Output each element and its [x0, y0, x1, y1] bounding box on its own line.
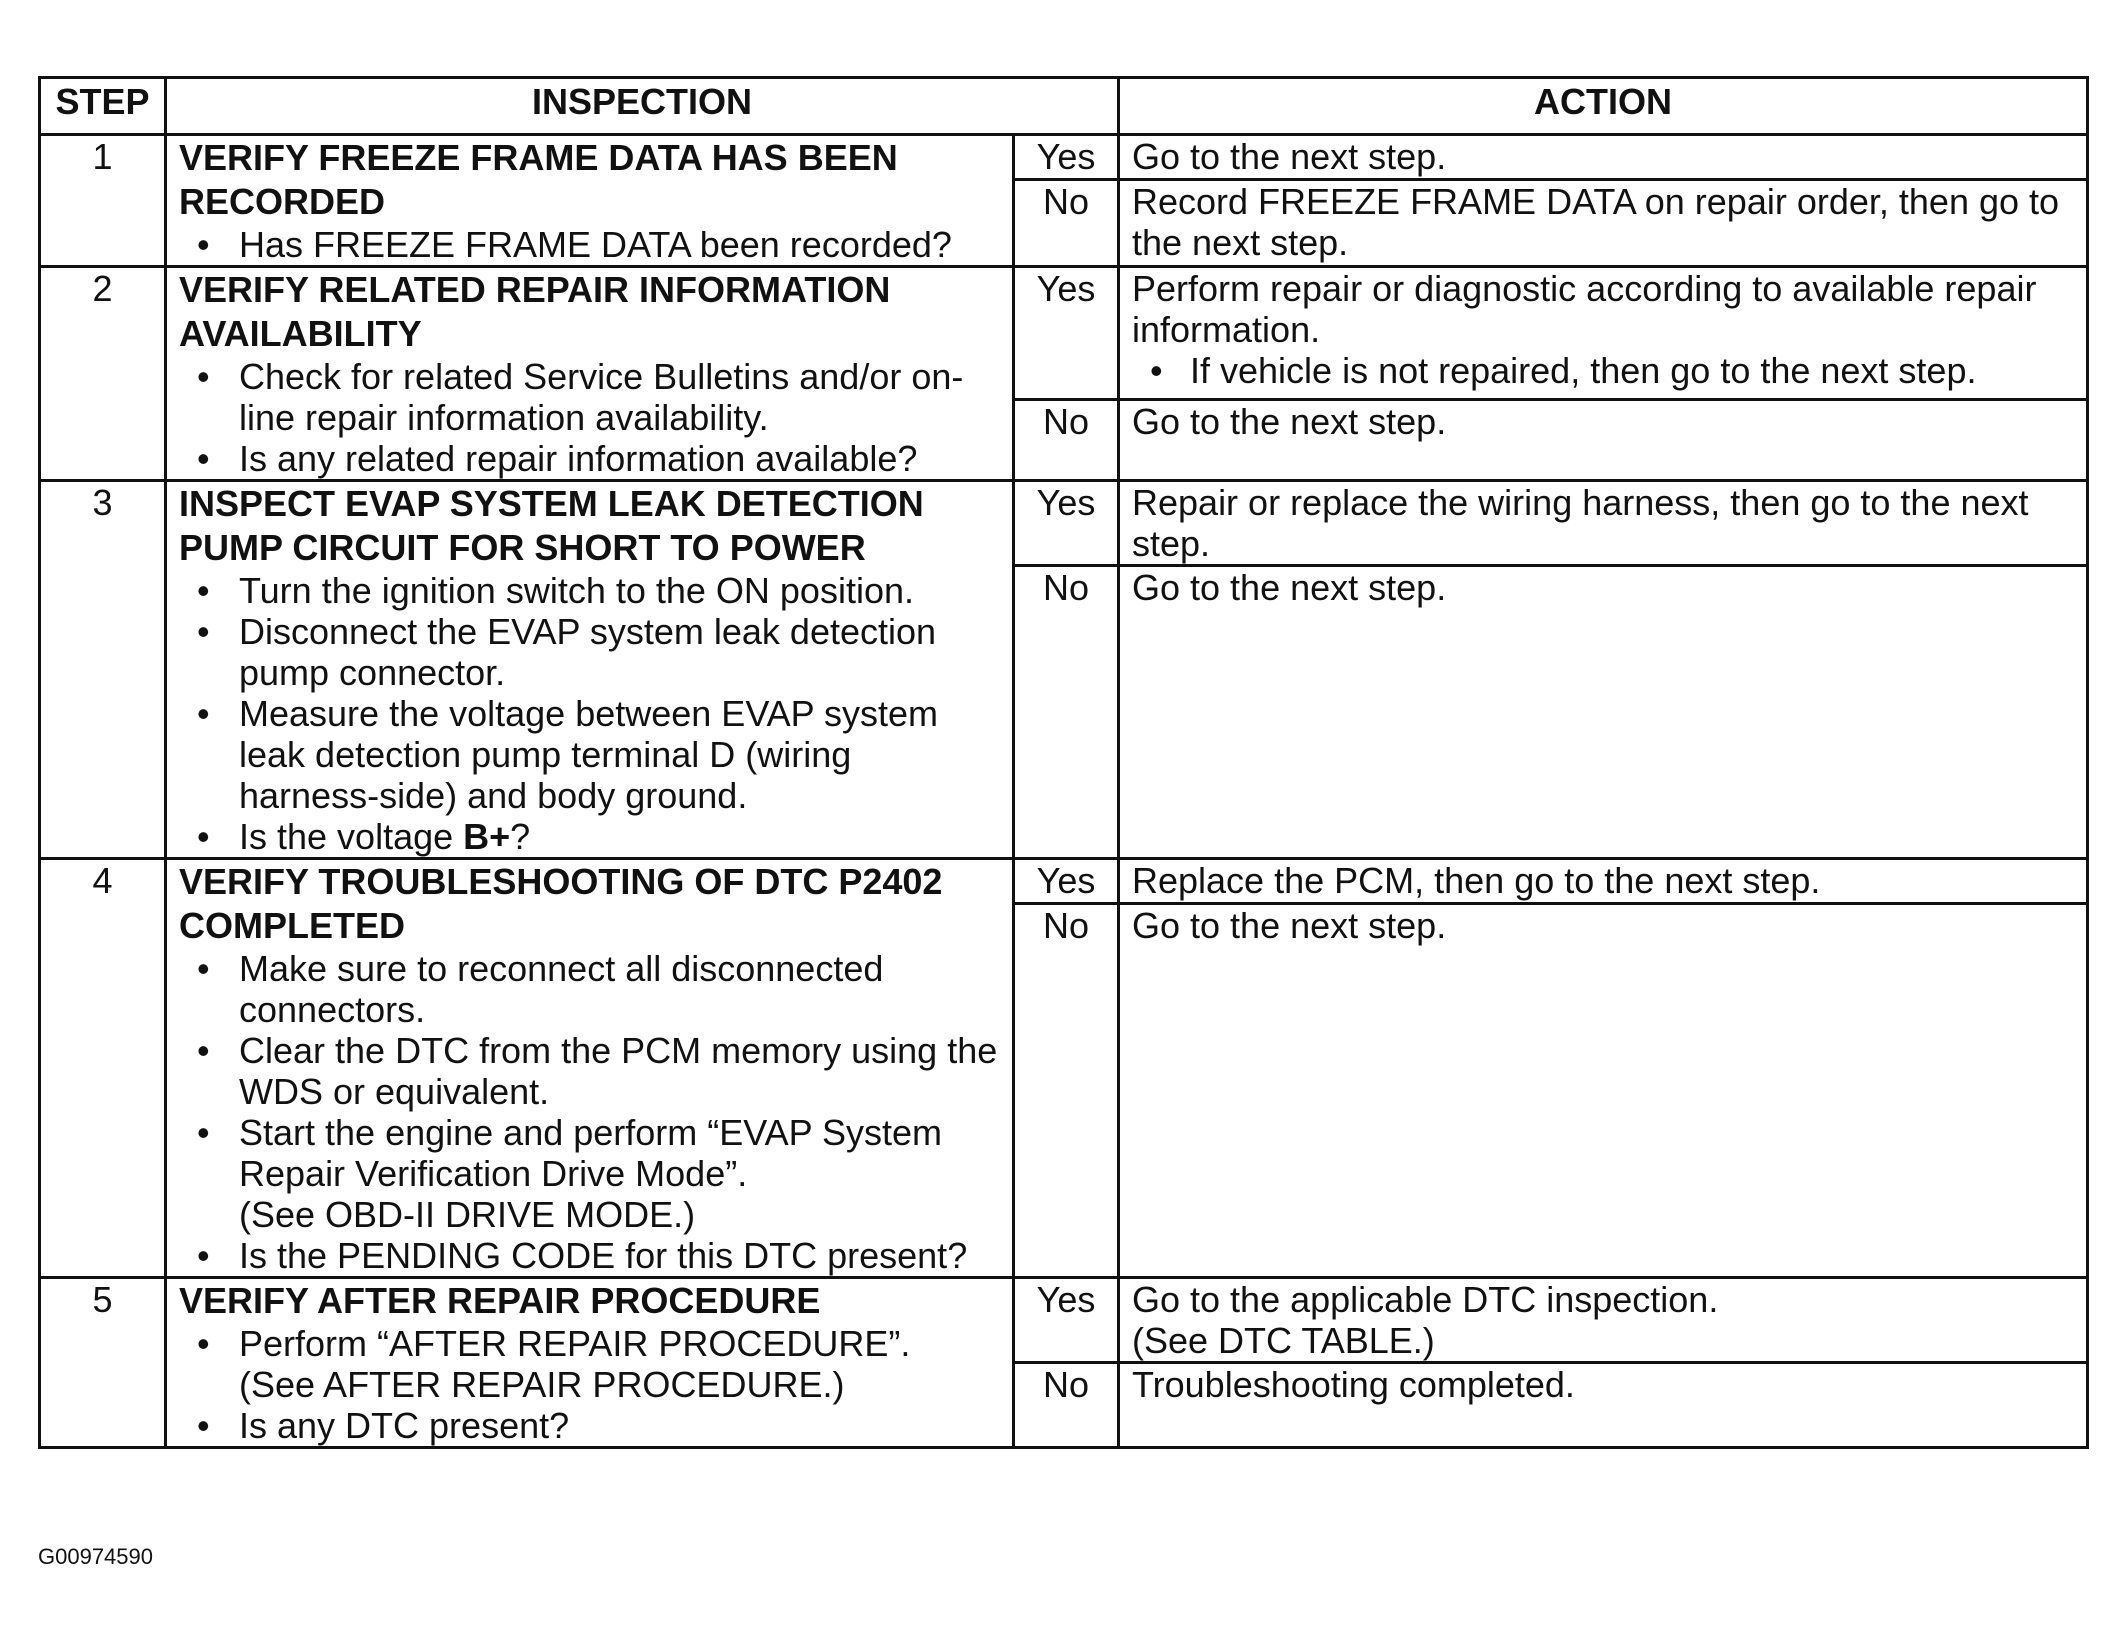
inspection-bullet	[179, 1112, 1000, 1235]
inspection-bullet: • Has FREEZE FRAME DATA been recorded?	[179, 224, 1000, 265]
action-text: Replace the PCM, then go to the next step.	[1132, 860, 1821, 901]
table-header-row	[40, 78, 2088, 135]
diagnostic-table-container	[38, 76, 2086, 1449]
yes-action	[1119, 859, 2088, 904]
inspection-title: INSPECT EVAP SYSTEM LEAK DETECTION PUMP CIRCUIT FOR SHORT TO POWER	[179, 483, 924, 568]
yes-label: Yes	[1014, 481, 1119, 566]
inspection-bullets	[179, 1323, 1000, 1446]
yes-action	[1119, 1278, 2088, 1363]
voltage-value: B+	[463, 816, 511, 857]
bullet-note: (See AFTER REPAIR PROCEDURE.)	[239, 1364, 845, 1405]
action-text: Repair or replace the wiring harness, then go to the next step.	[1132, 482, 2029, 564]
step-number: 2	[40, 267, 166, 481]
header-action: ACTION	[1119, 78, 2088, 135]
inspection-cell	[166, 267, 1014, 481]
step-number: 4	[40, 859, 166, 1278]
inspection-bullet: • Is the PENDING CODE for this DTC present?	[179, 1235, 1000, 1276]
action-text: Go to the applicable DTC inspection.	[1132, 1279, 1719, 1320]
table-row	[40, 481, 2088, 566]
no-label: No	[1014, 1363, 1119, 1448]
yes-action	[1119, 481, 2088, 566]
inspection-bullet	[179, 1323, 1000, 1405]
yes-label: Yes	[1014, 859, 1119, 904]
no-label: No	[1014, 180, 1119, 267]
yes-action	[1119, 135, 2088, 180]
no-action	[1119, 180, 2088, 267]
action-text: Perform repair or diagnostic according to available repair information.	[1132, 268, 2037, 350]
step-number: 3	[40, 481, 166, 859]
action-note: (See DTC TABLE.)	[1132, 1320, 1435, 1361]
header-inspection: INSPECTION	[166, 78, 1119, 135]
yes-action	[1119, 267, 2088, 400]
inspection-bullets	[179, 356, 1000, 479]
table-row	[40, 135, 2088, 180]
no-action	[1119, 400, 2088, 481]
table-row	[40, 267, 2088, 400]
yes-label: Yes	[1014, 1278, 1119, 1363]
action-text: Go to the next step.	[1132, 136, 1447, 177]
inspection-title: VERIFY TROUBLESHOOTING OF DTC P2402 COMPLETED	[179, 861, 943, 946]
no-label: No	[1014, 400, 1119, 481]
inspection-title: VERIFY FREEZE FRAME DATA HAS BEEN RECORDED	[179, 137, 898, 222]
figure-code: G00974590	[38, 1544, 153, 1569]
action-text: Troubleshooting completed.	[1132, 1364, 1575, 1405]
bullet-text: ?	[510, 816, 531, 857]
table-row	[40, 859, 2088, 904]
no-label: No	[1014, 904, 1119, 1278]
step-number: 1	[40, 135, 166, 267]
diagnostic-procedure-table	[38, 76, 2089, 1449]
yes-label: Yes	[1014, 135, 1119, 180]
bullet-text: Start the engine and perform “EVAP System Repair Verification Drive Mode”.	[239, 1112, 943, 1194]
no-action	[1119, 566, 2088, 859]
inspection-bullet: • Check for related Service Bulletins and/or on-line repair information availability.	[179, 356, 1000, 438]
action-text: Record FREEZE FRAME DATA on repair order, then go to the next step.	[1132, 181, 2060, 263]
inspection-bullets	[179, 570, 1000, 857]
inspection-title: VERIFY AFTER REPAIR PROCEDURE	[179, 1280, 821, 1321]
action-bullet: • If vehicle is not repaired, then go to the next step.	[1132, 350, 2074, 391]
inspection-bullet	[179, 816, 1000, 857]
action-text: Go to the next step.	[1132, 567, 1447, 608]
inspection-cell	[166, 859, 1014, 1278]
inspection-bullets	[179, 948, 1000, 1276]
inspection-bullets	[179, 224, 1000, 265]
header-step: STEP	[40, 78, 166, 135]
bullet-text: Is the voltage	[239, 816, 464, 857]
inspection-cell	[166, 135, 1014, 267]
inspection-bullet: • Make sure to reconnect all disconnected connectors.	[179, 948, 1000, 1030]
inspection-bullet: • Turn the ignition switch to the ON position.	[179, 570, 1000, 611]
inspection-bullet: • Is any DTC present?	[179, 1405, 1000, 1446]
step-number: 5	[40, 1278, 166, 1448]
yes-label: Yes	[1014, 267, 1119, 400]
no-label: No	[1014, 566, 1119, 859]
inspection-bullet: • Disconnect the EVAP system leak detection pump connector.	[179, 611, 1000, 693]
no-action	[1119, 1363, 2088, 1448]
action-bullets	[1132, 350, 2074, 391]
bullet-note: (See OBD-II DRIVE MODE.)	[239, 1194, 696, 1235]
inspection-cell	[166, 1278, 1014, 1448]
inspection-bullet: • Is any related repair information available?	[179, 438, 1000, 479]
inspection-title: VERIFY RELATED REPAIR INFORMATION AVAILABILITY	[179, 269, 891, 354]
inspection-bullet: • Measure the voltage between EVAP system leak detection pump terminal D (wiring harness-side) and body ground.	[179, 693, 1000, 816]
action-text: Go to the next step.	[1132, 905, 1447, 946]
no-action	[1119, 904, 2088, 1278]
bullet-text: Perform “AFTER REPAIR PROCEDURE”.	[239, 1323, 911, 1364]
action-text: Go to the next step.	[1132, 401, 1447, 442]
inspection-cell	[166, 481, 1014, 859]
table-row	[40, 1278, 2088, 1363]
inspection-bullet: • Clear the DTC from the PCM memory using the WDS or equivalent.	[179, 1030, 1000, 1112]
